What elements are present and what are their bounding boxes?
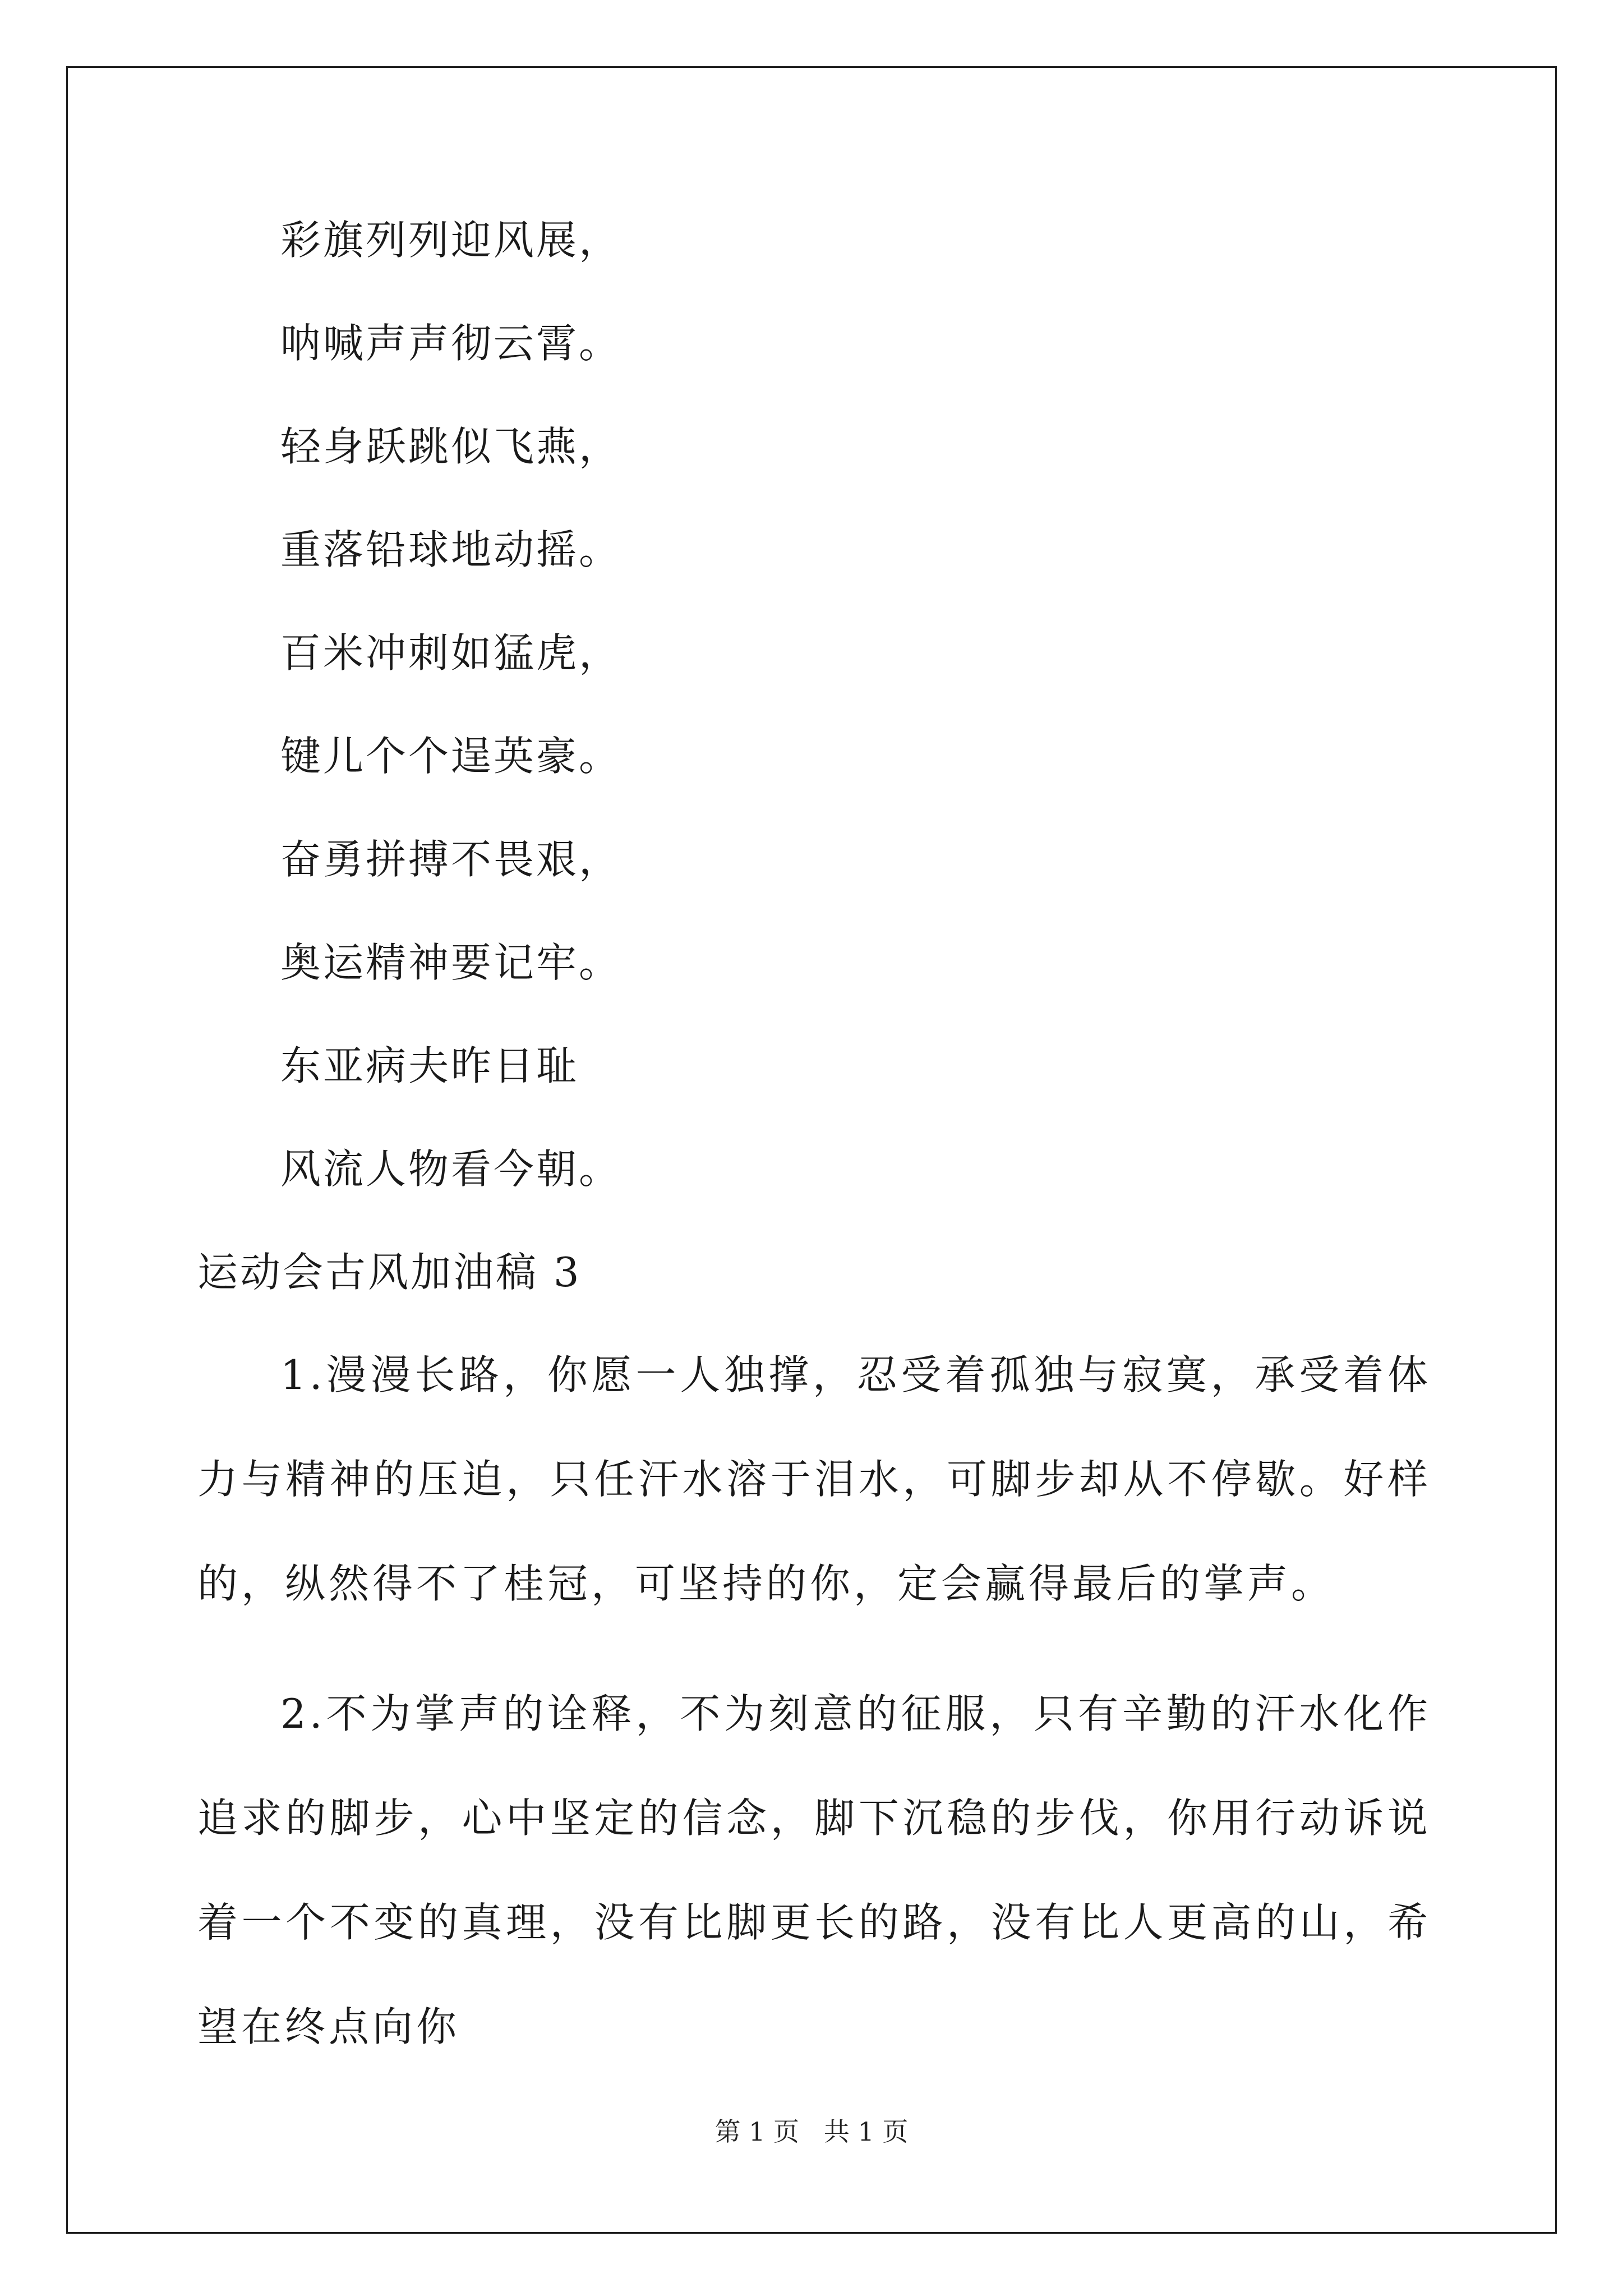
poem-line: 键儿个个逞英豪。 bbox=[280, 733, 622, 780]
section-heading: 运动会古风加油稿 3 bbox=[197, 1249, 582, 1296]
poem-line: 风流人物看今朝。 bbox=[280, 1145, 622, 1193]
paragraph: 2.不为掌声的诠释，不为刻意的征服，只有辛勤的汗水化作追求的脚步，心中坚定的信念，脚下沉稳的步伐，你用行动诉说着一个不变的真理，没有比脚更长的路，没有比人更高的山，希望在终点向你 bbox=[197, 1690, 1431, 2050]
poem-line: 百米冲刺如猛虎， bbox=[280, 629, 622, 677]
poem-line: 东亚病夫昨日耻 bbox=[280, 1042, 579, 1089]
poem-line: 奥运精神要记牢。 bbox=[280, 939, 622, 986]
poem-line: 奋勇拼搏不畏艰， bbox=[280, 836, 622, 883]
poem-line: 彩旗列列迎风展， bbox=[280, 217, 622, 264]
poem-line: 呐喊声声彻云霄。 bbox=[280, 320, 622, 367]
poem-line: 重落铅球地动摇。 bbox=[280, 526, 622, 573]
page-footer: 第 1 页 共 1 页 bbox=[714, 2116, 909, 2147]
poem-line: 轻身跃跳似飞燕， bbox=[280, 423, 622, 470]
paragraph: 1.漫漫长路，你愿一人独撑，忍受着孤独与寂寞，承受着体力与精神的压迫，只任汗水溶于泪水，可脚步却从不停歇。好样的，纵然得不了桂冠，可坚持的你，定会赢得最后的掌声。 bbox=[197, 1351, 1431, 1607]
